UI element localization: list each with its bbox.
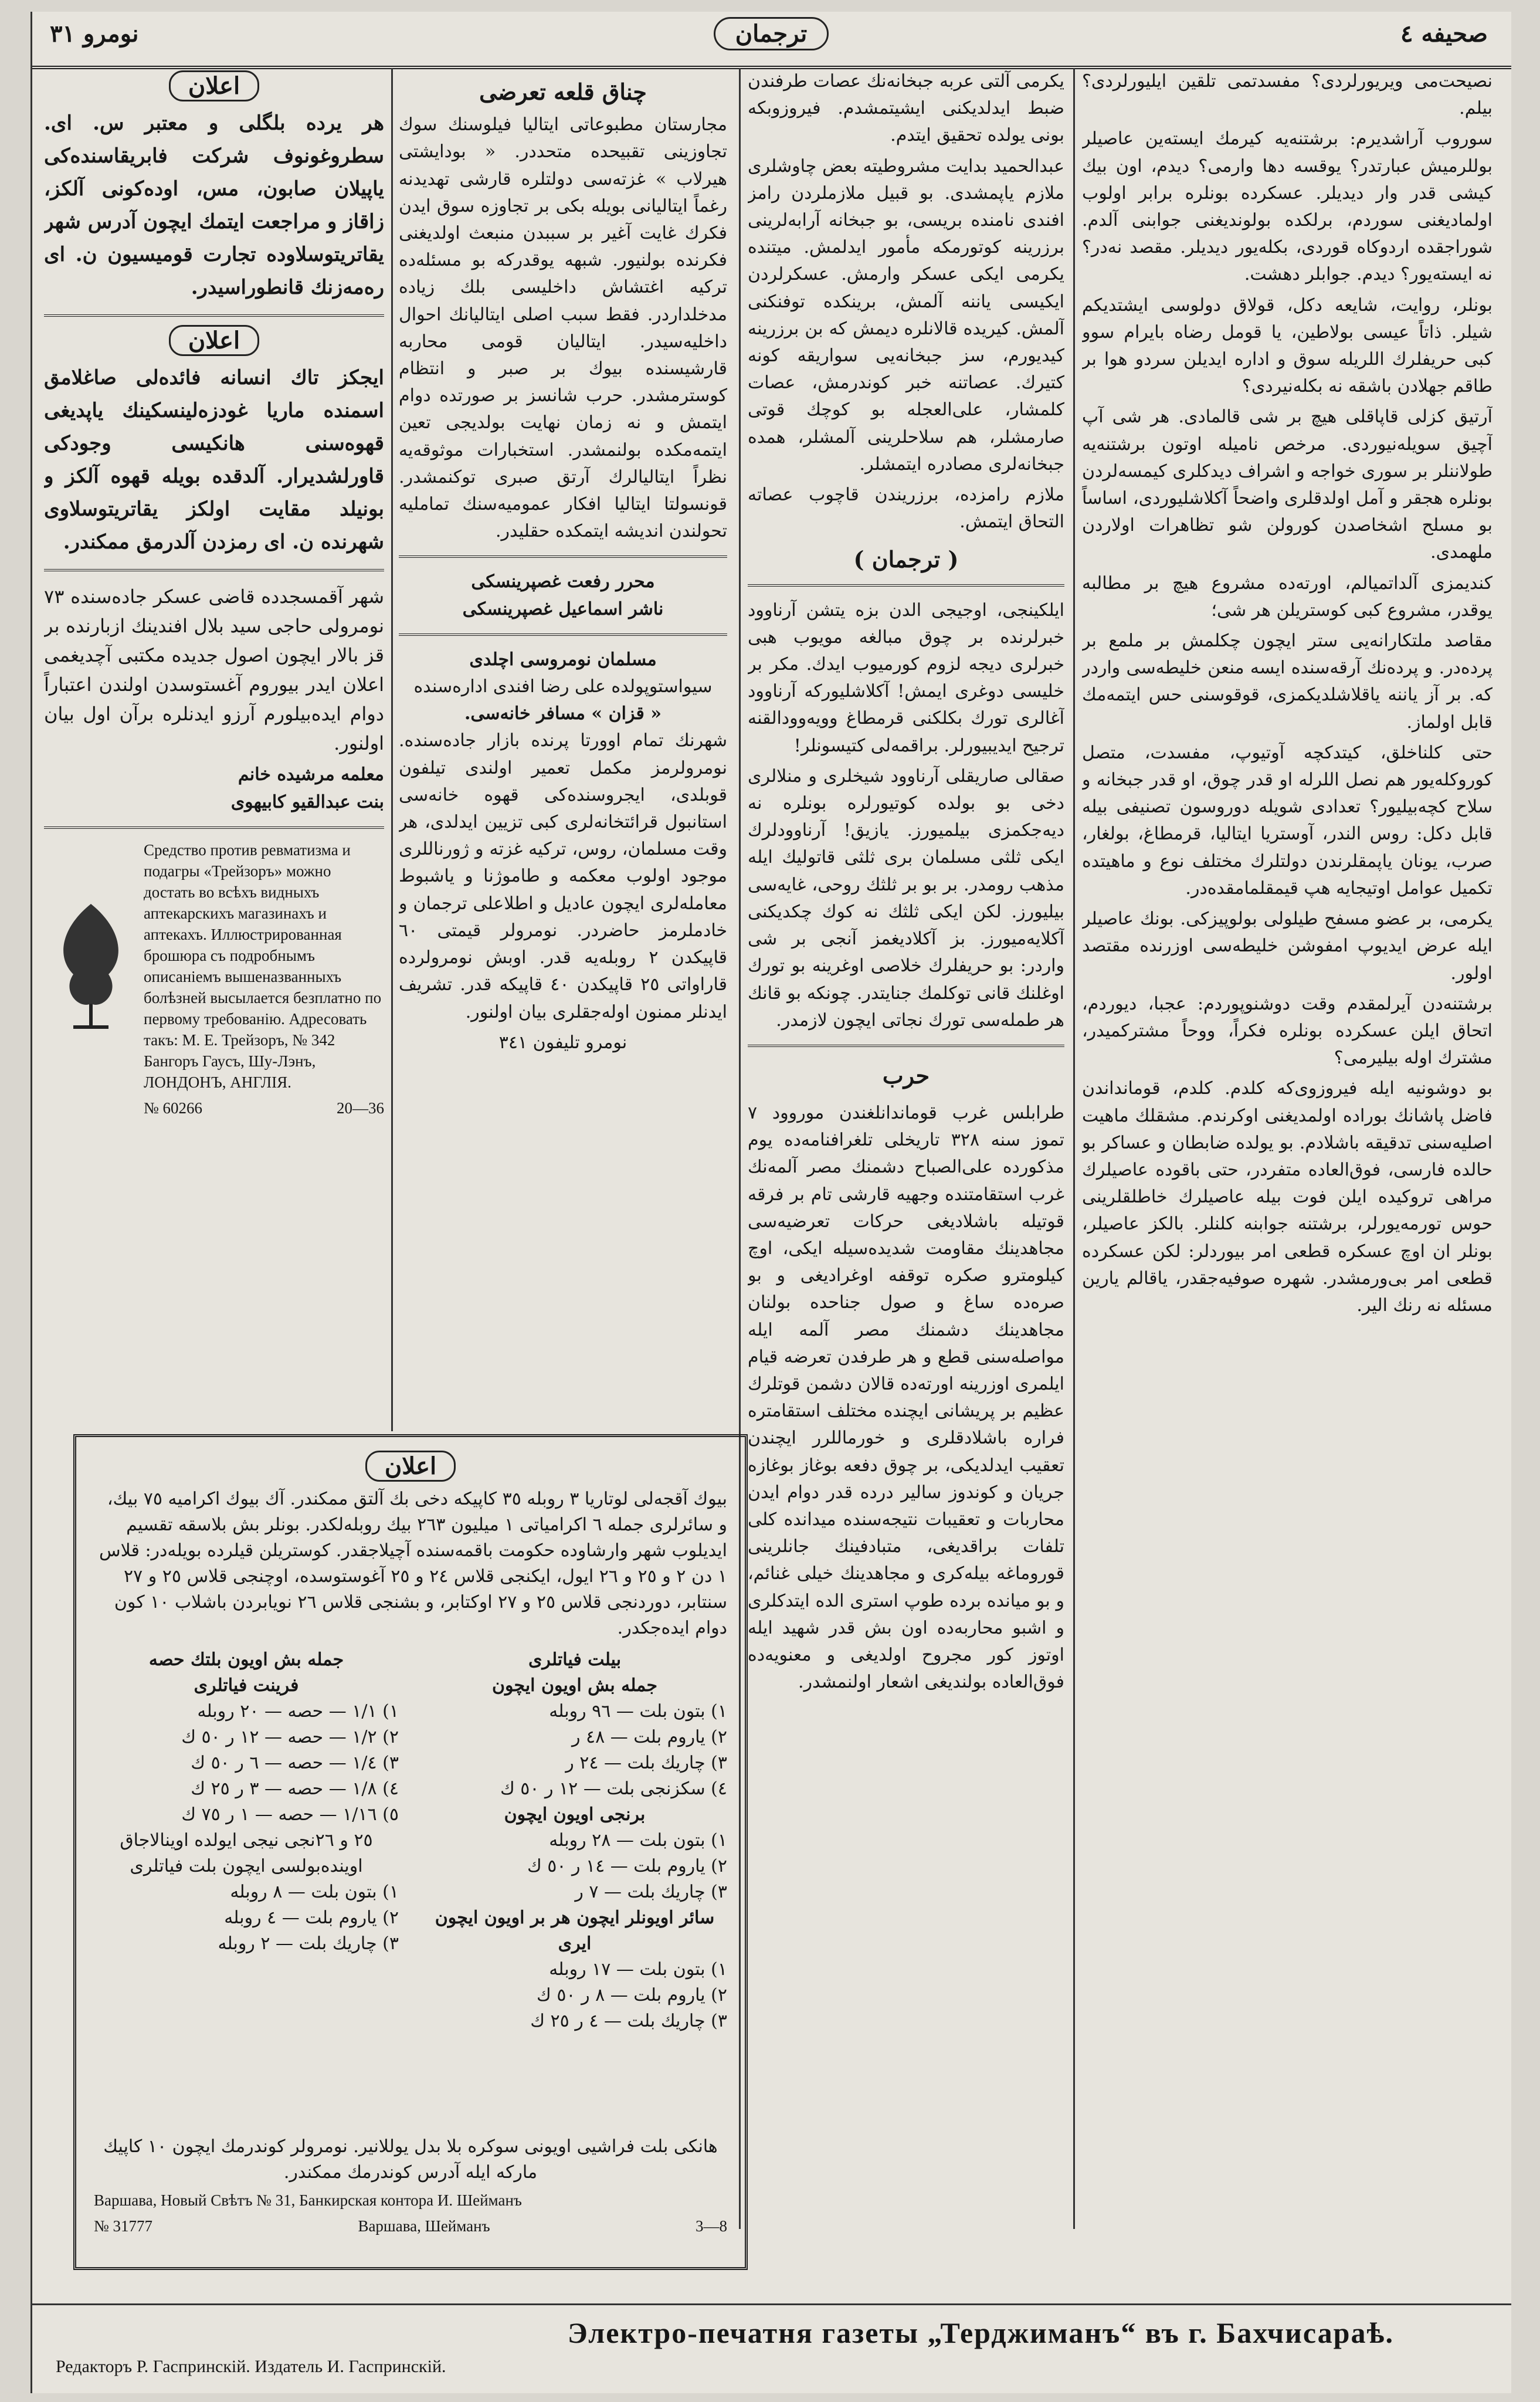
russian-ad-footer — [144, 1097, 384, 1119]
list-item: ١) بتون بلت — ١٧ روبله — [549, 1959, 727, 1980]
ticket-prices-list — [422, 1647, 727, 2034]
list-item: ٣) چاریك بلت — ٢٤ ر — [565, 1753, 727, 1773]
russian-ad — [44, 839, 384, 1119]
lottery-intro: بیوك آقجه‌لی لوتاریا ٣ روبله ٣٥ کاپیکه دخی بك آلتق ممکندر. آك بیوك اکرامیه ٧٥ بیك، و سائرلری جمله ٦ اکرامیاتی ١ میلیون ٢٦٣ بیك روبله‌لکدر. بونلر بش بلاسقه تقسیم ایدیلوب شهر وارشاوده حکومت باقمه‌سنده آچیلاجقدر. کوستریلن قیلرده بویله‌در: قلاس ١ دن ٢ و ٢٥ و ٢٦ ایول، ایکنجی قلاس ٢٤ و ٢٥ آغوستوسده، اوچنجی قلاس ٢٥ و ٢٧ سنتابر، دوردنجی قلاس ٢٥ و ٢٧ اوکتابر، و بشنجی قلاس ٢٦ نویابردن باشلاب ١٠ کون دوام ایده‌جکدر. — [99, 1489, 727, 1638]
list-subtitle: فرینت فیاتلری — [194, 1675, 299, 1696]
paragraph: طرابلس غرب قوماندانلغندن موروود ٧ تموز سنه ٣٢٨ تاریخلی تلغرافنامه‌ده یوم مذکورده علی‌الصباح دشمنك مصر آلمه‌نك غرب استقامتنده وجهیه قارشی تام بر فرقه قوتیله باشلادیغی حرکات تعرضیه‌سی مجاهدینك مقاومت شدیده‌سیله ایکی، اوچ کیلومترو صکره توقفه اوغرادیغی و بو صره‌ده ساغ و صول جناحده بولنان مجاهدینك دشمنك مصر آلمه ایله مواصله‌سنی قطع و هر طرفدن تعرضه قیام ایلمری اوزرینه اورته‌ده قالان دشمن قوتلرك عظیم بر پریشانی ایچنده مختلف استقامتره فراره باشلادقلری و خورماللرر ایچندن تعقیب ایدلدیکی، بر چوق دفعه بوغاز بوغازه جریان و کوندوز سالیر درده قدر دوام ایدن محاربات و تعقیبات نتیجه‌سنده میدانده کلی تلفات براقدیغی، متبادفینك جانلرینی قوروماغه بیله‌کری و مجاهدینك خیلی غنائم، و بو میانده برده طوپ استری الده ایتدکلری و اشبو محاربه‌ده اون بش قدر شهید ایله اوتوز کور مجروح اولدیغی و معنویه‌ده فوق‌العاده بولندیغی اشعار اولنمشدر. — [748, 1102, 1064, 1693]
divider — [44, 826, 384, 829]
footer — [32, 2303, 1511, 2393]
list-item: ٥) ١/١٦ — حصه — ١ ر ٧٥ ك — [181, 1804, 399, 1825]
price-lists — [94, 1647, 727, 2134]
list-item: ٢) یاروم بلت — ١٤ ر ٥٠ ك — [527, 1856, 727, 1876]
list-item: ١) بتون بلت — ٩٦ روبله — [549, 1701, 727, 1722]
column-rule — [1073, 68, 1075, 2229]
newspaper-title-text: ترجمان — [714, 17, 829, 50]
ad-text: هر یرده بلگلی و معتبر س. ای. سطروغونوف شرکت فابریقاسنده‌کی یاپیلان صابون، مس، اوده‌کونی آلکز، زاقاز و مراجعت ایتمك ایچون آدرس شهر یقاتریتوسلاوده تجارت قومیسیون ن. ای ره‌مه‌زنك قانطوراسیدر. — [44, 111, 384, 300]
list-item: ٢) ١/٢ — حصه — ١٢ ر ٥٠ ك — [181, 1727, 399, 1747]
divider — [748, 584, 1064, 587]
paragraph: نصیحت‌می ویریورلردی؟ مفسدتمی تلقین ایلیورلردی؟ بیلم. — [1082, 71, 1492, 119]
newspaper-page — [30, 12, 1511, 2393]
paragraph: صقالی صاریقلی آرناوود شیخلری و منلالری دخی بو بولده کوتیورلره بونلره نه دیه‌جکمزی بیلمیورز. یازیق! آرناوودلرك ایکی ثلثی مسلمان بری ثلثی قاتولیك ایله مذهب رومدر. بر بو بر ثلثك روحی، غایه‌سی بیلیورز. لکن ایکی ثلثك نه کوك چکدیکنی آکلایه‌میورز. بز آکلادیغمز آنجی بر شی واردر: بو حریفلرك خلاصی اوغرینه بو تورك اوغلنك قانی توکلمك جنایتدر. چونکه بو قانك هر طمله‌سی تورك نجاتی ایچون لازمدر. — [748, 765, 1064, 1031]
list-item: ٢) یاروم بلت — ٤٨ ر — [571, 1727, 727, 1747]
article-heading: چناق قلعه تعرضی — [479, 79, 647, 105]
page-number: صحیفه ٤ — [1400, 20, 1488, 48]
column-4 — [44, 68, 384, 1431]
lottery-footer — [94, 2215, 727, 2237]
school-signature: معلمه مرشیده خانم — [238, 764, 384, 785]
ad-heading-text: اعلان — [365, 1451, 456, 1482]
divider — [44, 314, 384, 317]
russian-ad-number: № 60266 — [144, 1099, 203, 1117]
hotel-title: مسلمان نومروسی اچلدی — [469, 649, 657, 670]
list-item: ٣) چاریك بلت — ٢ روبله — [218, 1933, 399, 1954]
war-heading: حرب — [882, 1062, 930, 1089]
ad-heading-text: اعلان — [169, 70, 259, 101]
list-item: ٢) یاروم بلت — ٨ ر ٥٠ ك — [537, 1985, 727, 2005]
paragraph: عبدالحمید بدایت مشروطیته بعض چاوشلری ملازم یاپمشدی. بو قبیل ملازملردن رامز افندی نامنده بریسی، بو جبخانه آرابه‌لرینی برزرینه کوتورمکه مأمور ایدلمش. میتنده یکرمی ایکی عسکر وارمش. عسکرلردن ایکیسی یاننه آلمش، برینکده توفنکنی آلمش. کیریده قالانلره دیمش که بن برزرینه کیدیورم، سز جبخانه‌یی سواریقه کونه کتیرك. عصاتنه خبر کوندرمش، عصات کلمشار، علی‌العجله بو کوچك قوتی صارمشلر، هم سلاحلرینی آلمشلر، همده جبخانه‌لری مصادره ایتمشلر. — [748, 155, 1064, 475]
paragraph: یکرمی، بر عضو مسفح طیلولی بولوپیزکی. بونك عاصیلر ایله عرض ایدیوپ امفوشن خلیطه‌سی اوزرنده مقتصد اولور. — [1082, 909, 1492, 984]
list-item: ٤) سکزنجی بلت — ١٢ ر ٥٠ ك — [500, 1778, 727, 1799]
column-1 — [1082, 68, 1492, 2229]
newspaper-title — [666, 20, 877, 48]
plant-illustration — [50, 892, 132, 1033]
paragraph: بو دوشونیه ایله فیروزوی‌که کلدم. کلدم، قومانداندن فاضل پاشانك بوراده اولمدیغنی اوکرندم. مشقلك ماهیت اصلیه‌سنی تدقیقه باشلادم. بو یولده ضابطان و عساکر بو حالده فارسی، فوق‌العاده متفردر، حتی باقوده عاصیلرك مراهی تروکیده ایلن فوت بیله عاصیلرك خاطلقلرینی حوس تورمه‌یورلر، برشتنه جوابنه کلنلر. بالکز عاصیلر، بونلر ان اوچ عسکره قطعی امر بیوردلر: لکن عسکرده قطعی امر بی‌ورمشدر. شهره صوفیه‌جقدر، یاقالم یارین مسئله نه رنك الیر. — [1082, 1078, 1492, 1316]
list-title: جمله بش اویون بلتك حصه — [148, 1649, 344, 1670]
ad-text: ایجکز تاك انسانه فائده‌لی صاغلامق اسمنده ماریا غودزه‌لینسکینك یاپدیغی قهوه‌سنی هانکیسی وجودکی قاورلشدیرار. آلدقده بویله قهوه آلکز و بونیلد مقایت اولکز یقاتریتوسلاوی شهرنده ن. ای رمزدن آلدرمق ممکندر. — [44, 366, 384, 554]
list-item: ١) بتون بلت — ٢٨ روبله — [549, 1830, 727, 1851]
list-subtitle: جمله بش اویون ایچون — [491, 1675, 658, 1696]
list-item: ١) بتون بلت — ٨ روبله — [230, 1882, 399, 1902]
paragraph: شهرنك تمام اوورتا پرنده بازار جاده‌سنده. نومرولرمز مکمل تعمیر اولندی تیلفون قوبلدی، ایجروسنده‌کی قهوه خانه‌سی استانبول قرائتخانه‌لری کبی تزیین ایدلدی، هر وقت مسلمان، روس، ترکیه غزته و ژورناللری موجود اولوب معکمه و طاموژنا و یاشبوط معامله‌لری ایچون عادیل و اطلاعلی ترجمان و خادملرمز حاضردر. نومرولر قیمتی ٦٠ قاپیکدن ٢ روبله‌یه قدر. اوبش نومرولرده قاراواتی ٢٥ قاپیکدن ٤٠ قاپیکه قدر. تشریف ایدنلر ممنون اوله‌جقلری بیان اولنور. — [399, 730, 727, 1022]
lottery-number: № 31777 — [94, 2217, 153, 2235]
lottery-count: 3—8 — [695, 2217, 727, 2235]
column-rule — [391, 68, 393, 1431]
paragraph: آرتیق کزلی قاپاقلی هیچ بر شی قالمادی. هر شی آپ آچیق سویله‌نیوردی. مرخص نامیله اوتون برشتنه‌یه طولاننلر بر سوری خواجه و اشراف دیدکلری کیمسه‌لردن بونلره هجقر و آمل اولدقلری واضحاً آکلاشلیوردی، اساساً بو مسلح اشخاصدن کورولن شو تظاهرات اولاردن ملهمدی. — [1082, 406, 1492, 563]
hotel-name: « قزان » مسافر خانه‌سی. — [464, 703, 662, 724]
lottery-ad — [73, 1434, 748, 2270]
column-2 — [748, 68, 1064, 2229]
list-title: بیلت فیاتلری — [528, 1649, 622, 1670]
masthead — [32, 12, 1511, 69]
school-announcement: شهر آقمسجدده قاضی عسکر جاده‌سنده ٧٣ نومرولی حاجی سید بلال افندینك ازبارنده بر قز بالار ایچون اصول جدیده مکتبی آچدیغمی اعلان ایدر بیوروم آغستوسدن اولندن اعتباراً دوام ایده‌بیلورم آرزو ایدنلره برآن اول بیان اولنور. — [44, 585, 384, 755]
paragraph: سوروب آراشدیرم: برشتنه‌یه کیرمك ایسته‌ین عاصیلر بوللرمیش عبارتدر؟ یوقسه دها وارمی؟ دیدم، اون بیك کیشی قدر وار دیدیلر. عسکرده بونلره برابر اولوب اولمادیغنی سوردم، برلکده بولوندیغنی جوابنی آلدم. شوراجقده اردوکاه قوردی، بکله‌یور دیدیلر. مقصد نه‌در؟ نه ایسته‌یور؟ دیدم. جوابلر دهشت. — [1082, 128, 1492, 285]
printing-house-line: Электро-печатня газеты „Терджиманъ“ въ г. Бахчисараѣ. — [567, 2316, 1394, 2349]
list-item: ٣) چاریك بلت — ٧ ر — [575, 1882, 727, 1902]
phone-number: نومرو تلیفون ٣٤١ — [498, 1032, 627, 1053]
article-signature: ( ترجمان ) — [853, 546, 959, 573]
list-subtitle: برنجی اویون ایچون — [504, 1804, 646, 1825]
hotel-line: سیواستوپولده علی رضا افندی اداره‌سنده — [413, 676, 713, 697]
paragraph: مقاصد ملتکارانه‌یی ستر ایچون چکلمش بر ملمع بر پرده‌در. و پرده‌نك آرقه‌سنده ایسه منعن خلیطه‌سی واردر که. بر آز یاننه یاقلاشلدیکمزی، قوقوسنی حس ایتمه‌مك قابل اولماز. — [1082, 631, 1492, 733]
ad-heading — [94, 1454, 727, 1479]
ad-heading-text: اعلان — [169, 325, 259, 356]
editor-line: محرر رفعت غصپرینسکی — [471, 571, 655, 592]
paragraph: برشتنه‌دن آیرلمقدم وقت دوشنوپوردم: عجبا، دیوردم، اتحاق ایلن عسکرده بونلره فکراً، ووحاً مشترکمیدر، مشترك اوله بیلیرمی؟ — [1082, 993, 1492, 1069]
russian-ad-count: 20—36 — [337, 1099, 384, 1117]
list-subtitle: سائر اویونلر ایچون هر بر اویون ایچون ایری — [435, 1908, 715, 1954]
school-signature: بنت عبدالقیو کابیهوی — [230, 791, 384, 812]
lottery-closing: هانکی بلت فراشیی اویونی سوکره بلا بدل یوللانیر. نومرولر کوندرمك ایچون ١٠ کاپیك ماركه ایله آدرس کوندرمك ممکندر. — [103, 2136, 718, 2183]
list-item: ٣) ١/٤ — حصه — ٦ ر ٥٠ ك — [191, 1753, 399, 1773]
share-prices-list — [94, 1647, 399, 1957]
paragraph: حتی کلناخلق، کیتدکچه آوتیوپ، مفسدت، متصل کوروکله‌یور هم نصل اللرله او قدر چوق، او قدر جبخانه و سلاح کچه‌بیلیور؟ تعدادی شویله دوروسون تصنیفی بیله قابل دکل: روس الندر، آوستریا ایتالیا، قرمطاغ، بولغار، صرب، یونان یاپمقلرندن دولتلرك مختلف نوع و ماهیتده تکمیل عوامل اوتیجایه هپ قیمقلمامقده‌در. — [1082, 742, 1492, 899]
issue-number: نومرو ٣١ — [50, 20, 139, 48]
list-item: ٣) چاریك بلت — ٤ ر ٢٥ ك — [530, 2011, 727, 2031]
lottery-address-short: Варшава, Шейманъ — [358, 2217, 490, 2235]
divider — [399, 633, 727, 636]
paragraph: یکرمی آلتی عربه جبخانه‌نك عصات طرفندن ضبط ایدلدیکنی ایشیتمشدم. فیروزوبکه بونی یولده تحقیق ایتدم. — [748, 71, 1064, 146]
list-note: ٢٥ و ٢٦‌نجی نیجی ایولده اوینالاجاق اوینده‌بولسی ایچون بلت فیاتلری — [120, 1830, 373, 1876]
lottery-address: Варшава, Новый Свѣтъ № 31, Банкирская контора И. Шейманъ — [94, 2191, 522, 2209]
paragraph: ایلکینجی، اوجیجی الدن بزه یتشن آرناوود خبرلرنده بر چوق مبالغه مویوب هبی خبرلری دیجه لزوم کورمیوب ایدك. مکر بر خلیسی دوغری ایمش! آکلاشلیورکه آرناوود آغالری تورك بکلکنی قرمطاغ وویه‌وودالقنه ترجیح ایدیبیورلر. براقمه‌لی کتیسونلر! — [748, 599, 1064, 756]
list-item: ٢) یاروم بلت — ٤ روبله — [224, 1908, 399, 1928]
divider — [399, 555, 727, 558]
editor-publisher-line: Редакторъ Р. Гаспринскій. Издатель И. Гаспринскій. — [56, 2357, 446, 2376]
paragraph: کندیمزی آلداتمیالم، اورته‌ده مشروع هیچ بر مطالبه یوقدر، مشروع کبی کوستریلن هر شی؛ — [1082, 572, 1492, 621]
paragraph: ملازم رامزده، برزریندن قاچوب عصاته التحاق ایتمش. — [748, 485, 1064, 533]
paragraph: مجارستان مطبوعاتی ایتالیا فیلوسنك سوك تجاوزینی تقبیحده متحددر. « بودایشتی هیرلاب » غزته‌سی دولتلره قارشی تهدیدنه رغماً ایتالیانی بویله بکی بر تجاوزه سوق ایدن فکرك غایت آغیر بر سببدن منبعث اولدیغنی فکرنده بولنیور. شبهه یوقدرکه بو مسئله‌ده ترکیه اغتشاش داخلیسی بلك زیاده مدخلداردر. فقط سبب اصلی ایتالیانك احوال داخلیه‌سیدر. ایتالیان قومی محاربه قارشیسنده بیوك بر صبر و انتظام کوسترمشدر. حرب شانسز بر صورتده دوام ایتمش و نه زمان نهایت بولدیجی تعین ایتمه‌مکده بولنمشدر. استخبارات موثوقه‌یه نظراً ایتالیالرك آرتق صبری توکنمشدر. قونسولتا ایتالیا افکار عمومیه‌سنك تماملیه تحولندن اندیشه ایتمکده حقلیدر. — [399, 114, 727, 542]
ad-heading — [44, 73, 384, 100]
publisher-line: ناشر اسماعیل غصپرینسکی — [462, 598, 664, 619]
list-item: ١) ١/١ — حصه — ٢٠ روبله — [197, 1701, 399, 1722]
list-item: ٤) ١/٨ — حصه — ٣ ر ٢٥ ك — [191, 1778, 399, 1799]
ad-heading — [44, 327, 384, 354]
russian-ad-text: Средство против ревматизма и подагры «Трейзоръ» можно достать во всѣхъ видныхъ аптекарскихъ магазинахъ и аптекахъ. Иллюстрированная брошюра съ подробнымъ описаніемъ вышеназванныхъ болѣзней высылается безплатно по первому требованію. Адресовать такъ: М. Е. Трейзоръ, № 342 Бангоръ Гаусъ, Шу-Лэнъ, ЛОНДОНЪ, АНГЛІЯ. — [144, 841, 382, 1091]
divider — [44, 569, 384, 571]
column-3 — [399, 68, 727, 1431]
paragraph: بونلر، روایت، شایعه دکل، قولاق دولوسی ایشتدیکم شیلر. ذاتاً عیسی بولاطین، یا قومل رضاه بایرام سوو کبی حریفلرك اللریله سوق و اداره ایدیلن سردو هوا بر طاقم جهلادن باشقه نه بکله‌نیردی؟ — [1082, 294, 1492, 397]
divider — [748, 1045, 1064, 1047]
